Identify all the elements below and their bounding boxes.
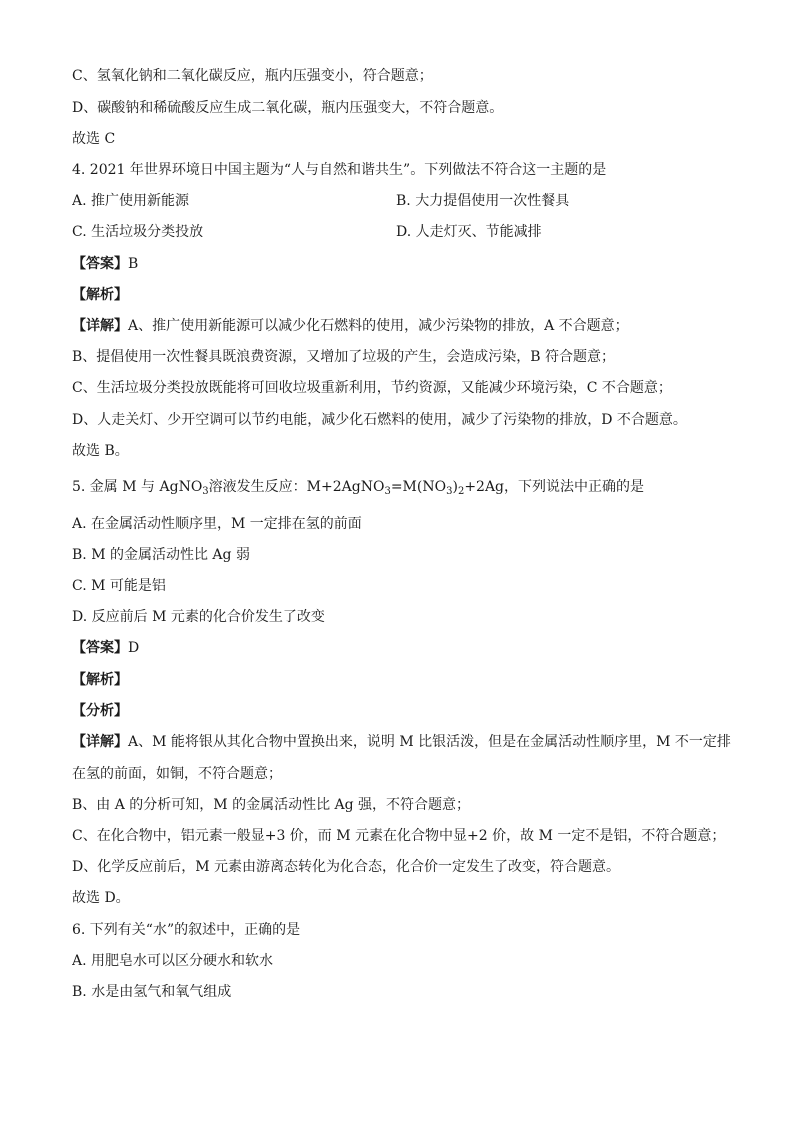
- q5-conclusion: 故选 D。: [72, 890, 130, 906]
- q4-detail-c: C、生活垃圾分类投放既能将可回收垃圾重新利用，节约资源，又能减少环境污染，C 不合题意；: [72, 380, 672, 396]
- q5-option-a: A. 在金属活动性顺序里，M 一定排在氢的前面: [72, 516, 362, 532]
- q5-breakdown-heading: 【分析】: [72, 703, 128, 719]
- q4-detail-a: [72, 316, 752, 338]
- q6-option-a: A. 用肥皂水可以区分硬水和软水: [72, 953, 274, 969]
- question-4-options-row-2: [72, 222, 752, 244]
- q5-analysis-heading: 【解析】: [72, 672, 128, 688]
- question-4-options-row-1: [72, 191, 752, 213]
- q5-stem-part: 5. 金属 M 与 AgNO: [72, 479, 203, 495]
- q5-detail-a-cont: 在氢的前面，如铜，不符合题意；: [72, 766, 282, 782]
- q3-conclusion: 故选 C: [72, 131, 116, 147]
- answer-label: 【答案】: [72, 640, 128, 656]
- q4-analysis-heading: 【解析】: [72, 287, 128, 303]
- q5-subscript: 3: [202, 486, 209, 497]
- q4-option-b: B. 大力提倡使用一次性餐具: [396, 193, 570, 209]
- q4-conclusion: 故选 B。: [72, 443, 129, 459]
- q5-stem-part: ): [452, 479, 458, 495]
- q5-subscript: 2: [457, 486, 465, 497]
- q5-detail-d: D、化学反应前后，M 元素由游离态转化为化合态，化合价一定发生了改变，符合题意。: [72, 859, 621, 875]
- question-6-stem: 6. 下列有关“水”的叙述中，正确的是: [72, 922, 301, 938]
- detail-text: A、M 能将银从其化合物中置换出来，说明 M 比银活泼，但是在金属活动性顺序里，M 不一定排: [128, 734, 731, 750]
- q5-option-b: B. M 的金属活动性比 Ag 弱: [72, 547, 250, 563]
- q5-subscript: 3: [384, 486, 391, 497]
- detail-label: 【详解】: [72, 318, 128, 334]
- q4-option-c: C. 生活垃圾分类投放: [72, 224, 204, 240]
- detail-label: 【详解】: [72, 734, 128, 750]
- q5-detail-a: [72, 732, 752, 754]
- q5-option-d: D. 反应前后 M 元素的化合价发生了改变: [72, 609, 325, 625]
- q5-detail-c: C、在化合物中，铝元素一般显+3 价，而 M 元素在化合物中显+2 价，故 M 一定不是铝，不符合题意；: [72, 828, 726, 844]
- question-5-stem: [72, 477, 752, 499]
- q3-option-d-explanation: D、碳酸钠和稀硫酸反应生成二氧化碳，瓶内压强变大，不符合题意。: [72, 100, 504, 116]
- answer-value: D: [128, 640, 140, 656]
- detail-text: A、推广使用新能源可以减少化石燃料的使用，减少污染物的排放，A 不合题意；: [128, 318, 629, 334]
- q4-option-d: D. 人走灯灭、节能减排: [396, 224, 542, 240]
- q6-option-b: B. 水是由氢气和氧气组成: [72, 984, 232, 1000]
- q3-option-c-explanation: C、氢氧化钠和二氧化碳反应，瓶内压强变小，符合题意；: [72, 68, 433, 84]
- q5-stem-part: 溶液发生反应：M+2AgNO: [208, 479, 385, 495]
- q5-option-c: C. M 可能是铝: [72, 578, 166, 594]
- q5-detail-b: B、由 A 的分析可知，M 的金属活动性比 Ag 强，不符合题意；: [72, 797, 471, 813]
- answer-value: B: [128, 256, 139, 272]
- q5-subscript: 3: [446, 486, 453, 497]
- q4-option-a: A. 推广使用新能源: [72, 193, 190, 209]
- question-4-stem: 4. 2021 年世界环境日中国主题为“人与自然和谐共生”。下列做法不符合这一主题的是: [72, 162, 607, 178]
- q4-detail-b: B、提倡使用一次性餐具既浪费资源，又增加了垃圾的产生，会造成污染，B 符合题意；: [72, 349, 616, 365]
- q4-detail-d: D、人走关灯、少开空调可以节约电能，减少化石燃料的使用，减少了污染物的排放，D 不合题意。: [72, 412, 687, 428]
- q5-stem-part: =M(NO: [390, 479, 447, 495]
- q5-answer: [72, 638, 752, 660]
- q4-answer: [72, 254, 752, 276]
- q5-stem-part: +2Ag，下列说法中正确的是: [464, 479, 645, 495]
- answer-label: 【答案】: [72, 256, 128, 272]
